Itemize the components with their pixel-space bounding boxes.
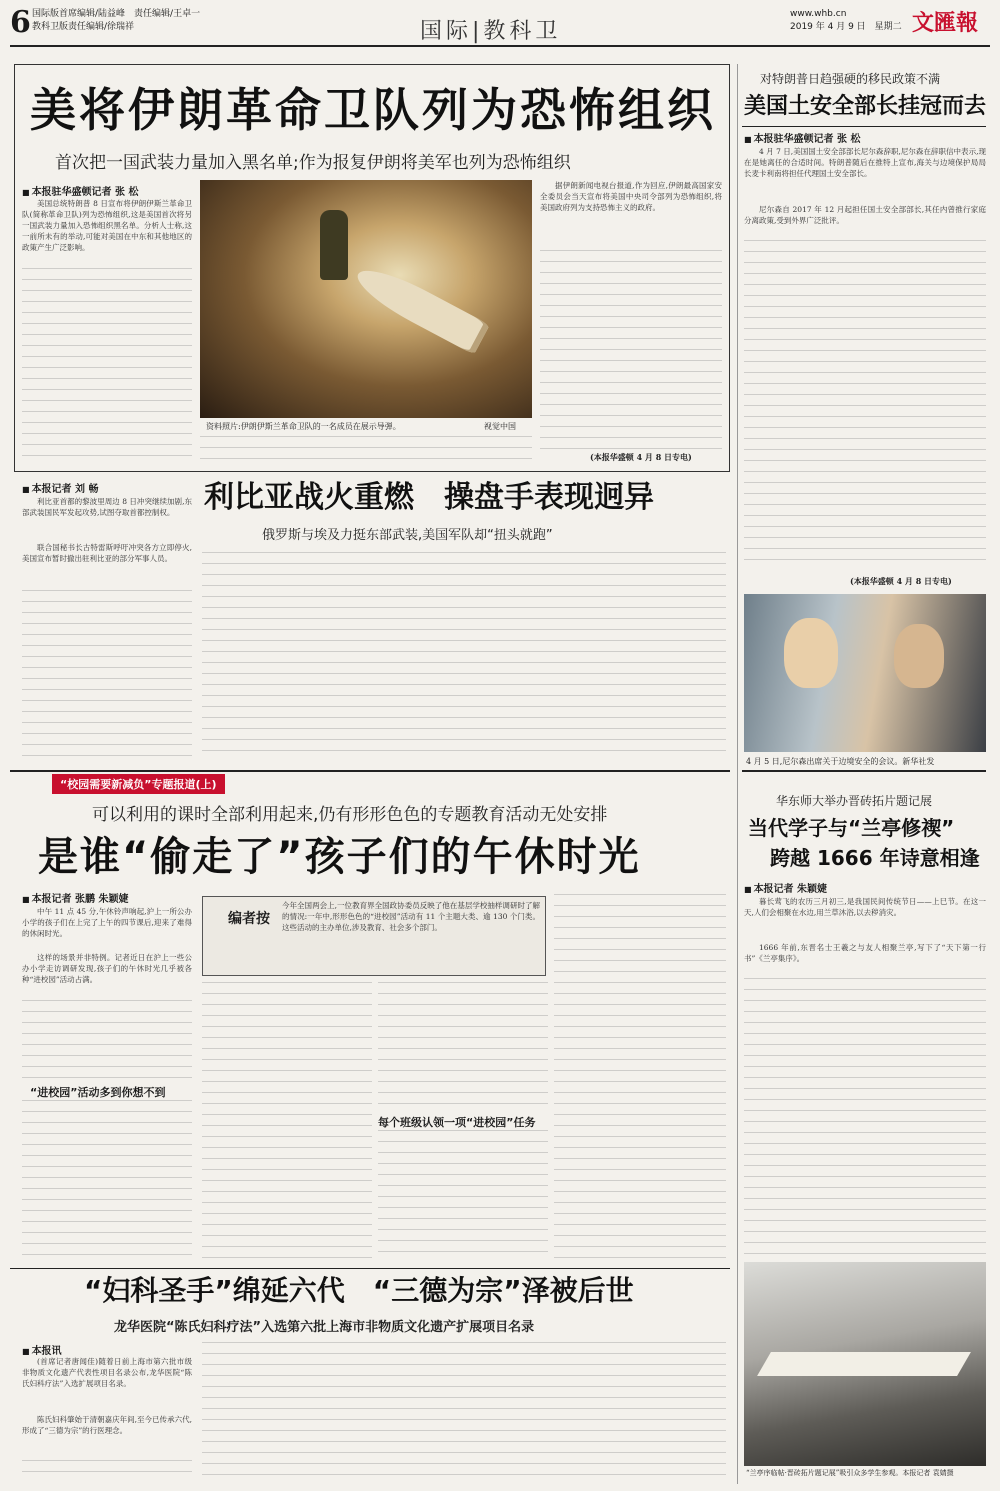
tcm-text-body — [202, 1342, 726, 1482]
missile-photo — [200, 180, 532, 418]
nap-byline: ■ 本报记者 张鹏 朱颖婕 — [22, 890, 129, 905]
iran-byline: ■ 本报驻华盛顿记者 张 松 — [22, 183, 139, 198]
person-face-2 — [894, 624, 944, 688]
display-table — [757, 1352, 971, 1376]
dhs-kicker: 对特朗普日趋强硬的移民政策不满 — [760, 72, 941, 86]
section-title: 国际|教科卫 — [420, 19, 562, 44]
series-rule — [10, 770, 730, 772]
issue-date: 2019 年 4 月 9 日 星期二 — [790, 22, 902, 32]
iran-text-under-photo — [200, 436, 532, 466]
editor-note-text: 今年全国两会上,一位教育界全国政协委员反映了他在基层学校抽样调研时了解的情况:一年中,形形色色的“进校园”活动有 11 个主题大类、逾 130 个门类。这些活动的主办单位,涉及教育、社会多个部门。 — [282, 901, 540, 932]
nap-text-col-2 — [202, 982, 372, 1260]
dhs-source-note: (本报华盛顿 4 月 8 日专电) — [850, 576, 952, 586]
iran-subheadline: 首次把一国武装力量加入黑名单;作为报复伊朗将美军也列为恐怖组织 — [55, 153, 571, 173]
calligraphy-byline: ■ 本报记者 朱颖婕 — [744, 880, 827, 895]
editor-note-title: 编者按 — [228, 911, 270, 927]
iran-para-2: 据伊朗新闻电视台报道,作为回应,伊朗最高国家安全委员会当天宣布将美国中央司令部列为恐怖组织,将美国政府列为支持恐怖主义的政府。 — [540, 181, 722, 212]
tcm-rule — [10, 1268, 730, 1269]
nielsen-photo — [744, 594, 986, 752]
iran-text-col-1 — [22, 268, 192, 464]
tcm-text-col-1 — [22, 1460, 192, 1482]
calligraphy-headline-2: 跨越 1666 年诗意相逢 — [770, 846, 980, 870]
calligraphy-headline-1: 当代学子与“兰亭修禊” — [748, 816, 955, 840]
calligraphy-rule — [742, 770, 986, 772]
editors-line-1: 国际版首席编辑/陆益峰 责任编辑/王卓一 — [32, 9, 201, 19]
libya-text-col-1 — [22, 590, 192, 758]
iran-text-col-3 — [540, 250, 722, 450]
dhs-para-1: 4 月 7 日,美国国土安全部部长尼尔森辞职,尼尔森在辞职信中表示,现在是她离任的合适时间。特朗普随后在推特上宣布,海关与边境保护局局长麦卡利南将担任代理国土安全部长。 — [744, 147, 986, 178]
dhs-para-2: 尼尔森自 2017 年 12 月起担任国土安全部部长,其任内曾推行家庭分离政策,受到外界广泛批评。 — [744, 205, 986, 225]
nap-subhead-2: 每个班级认领一项“进校园”任务 — [378, 1116, 536, 1129]
iran-headline: 美将伊朗革命卫队列为恐怖组织 — [30, 83, 716, 137]
nap-text-col-4 — [554, 894, 726, 1260]
libya-headline: 利比亚战火重燃 操盘手表现迥异 — [204, 480, 654, 515]
nap-headline: 是谁“偷走了”孩子们的午休时光 — [38, 834, 641, 880]
missile-shape — [350, 259, 490, 355]
dhs-byline: ■ 本报驻华盛顿记者 张 松 — [744, 130, 861, 145]
dhs-text-body — [744, 240, 986, 570]
iran-para-1: 美国总统特朗普 8 日宣布将伊朗伊斯兰革命卫队(简称革命卫队)列为恐怖组织,这是美国首次将另一国武装力量加入恐怖组织黑名单。分析人士称,这一前所未有的举动,可能对美国在中东和其他地区的政策产生广泛影响。 — [22, 199, 192, 252]
soldier-figure — [320, 210, 348, 280]
nap-para-1: 中午 11 点 45 分,午休铃声响起,沪上一所公办小学的孩子们在上完了上午的四节课后,迎来了难得的休闲时光。 — [22, 907, 192, 938]
page-number: 6 — [10, 5, 31, 40]
libya-para-1: 利比亚首都的黎波里周边 8 日冲突继续加剧,东部武装国民军发起攻势,试图夺取首都控制权。 — [22, 497, 192, 517]
dhs-rule — [742, 126, 986, 127]
tcm-para-2: 陈氏妇科肇始于清朝嘉庆年间,至今已传承六代,形成了“三德为宗”的行医理念。 — [22, 1415, 192, 1435]
tcm-headline: “妇科圣手”绵延六代 “三德为宗”泽被后世 — [84, 1274, 634, 1307]
nap-text-col-1a — [22, 1000, 192, 1080]
libya-text-body — [202, 552, 726, 758]
libya-para-2: 联合国秘书长古特雷斯呼吁冲突各方立即停火,美国宣布暂时撤出驻利比亚的部分军事人员。 — [22, 543, 192, 563]
nap-text-col-1b — [22, 1100, 192, 1260]
nap-text-col-3b — [378, 1130, 548, 1260]
newspaper-logo: 文匯報 — [912, 10, 979, 36]
masthead-rule — [10, 45, 990, 47]
tcm-para-1: (首席记者唐闻佳)随着日前上海市第六批市级非物质文化遗产代表性项目名录公布,龙华医院“陈氏妇科疗法”入选扩展项目名录。 — [22, 1357, 192, 1388]
calligraphy-para-1: 暮长莺飞的农历三月初三,是我国民间传统节日——上巳节。在这一天,人们会相聚在水边,用兰草沐浴,以去秽消灾。 — [744, 897, 986, 917]
person-face-1 — [784, 618, 838, 688]
calligraphy-para-2: 1666 年前,东晋名士王羲之与友人相聚兰亭,写下了“天下第一行书”《兰亭集序》。 — [744, 943, 986, 963]
nap-para-2: 这样的场景并非特例。记者近日在沪上一些公办小学走访调研发现,孩子们的午休时光几乎被各种“进校园”活动占满。 — [22, 953, 192, 984]
missile-photo-credit: 视觉中国 — [484, 422, 516, 431]
nap-subheadline: 可以利用的课时全部利用起来,仍有形形色色的专题教育活动无处安排 — [92, 805, 608, 825]
exhibition-photo-caption: “兰亭序临帖·晋砖拓片题记展”吸引众多学生参观。本报记者 袁婧摄 — [746, 1469, 954, 1477]
iran-source-note: (本报华盛顿 4 月 8 日专电) — [590, 452, 692, 462]
calligraphy-text-body — [744, 978, 986, 1254]
website: www.whb.cn — [790, 9, 847, 19]
editors-line-2: 教科卫版责任编辑/徐瑞祥 — [32, 22, 135, 32]
libya-byline: ■ 本报记者 刘 畅 — [22, 480, 99, 495]
nap-text-col-3a — [378, 982, 548, 1110]
dhs-headline: 美国土安全部长挂冠而去 — [744, 94, 987, 119]
calligraphy-kicker: 华东师大举办晋砖拓片题记展 — [776, 794, 933, 808]
exhibition-photo — [744, 1262, 986, 1466]
nielsen-photo-caption: 4 月 5 日,尼尔森出席关于边境安全的会议。新华社发 — [746, 757, 935, 766]
libya-subheadline: 俄罗斯与埃及力挺东部武装,美国军队却“扭头就跑” — [262, 528, 553, 543]
column-divider — [737, 64, 738, 1484]
tcm-subheadline: 龙华医院“陈氏妇科疗法”入选第六批上海市非物质文化遗产扩展项目名录 — [114, 1320, 535, 1335]
tcm-byline: ■ 本报讯 — [22, 1342, 62, 1357]
nap-subhead-1: “进校园”活动多到你想不到 — [30, 1086, 166, 1099]
missile-photo-caption: 资料照片:伊朗伊斯兰革命卫队的一名成员在展示导弹。 — [206, 422, 401, 431]
series-tag: “校园需要新减负”专题报道(上) — [52, 774, 225, 794]
